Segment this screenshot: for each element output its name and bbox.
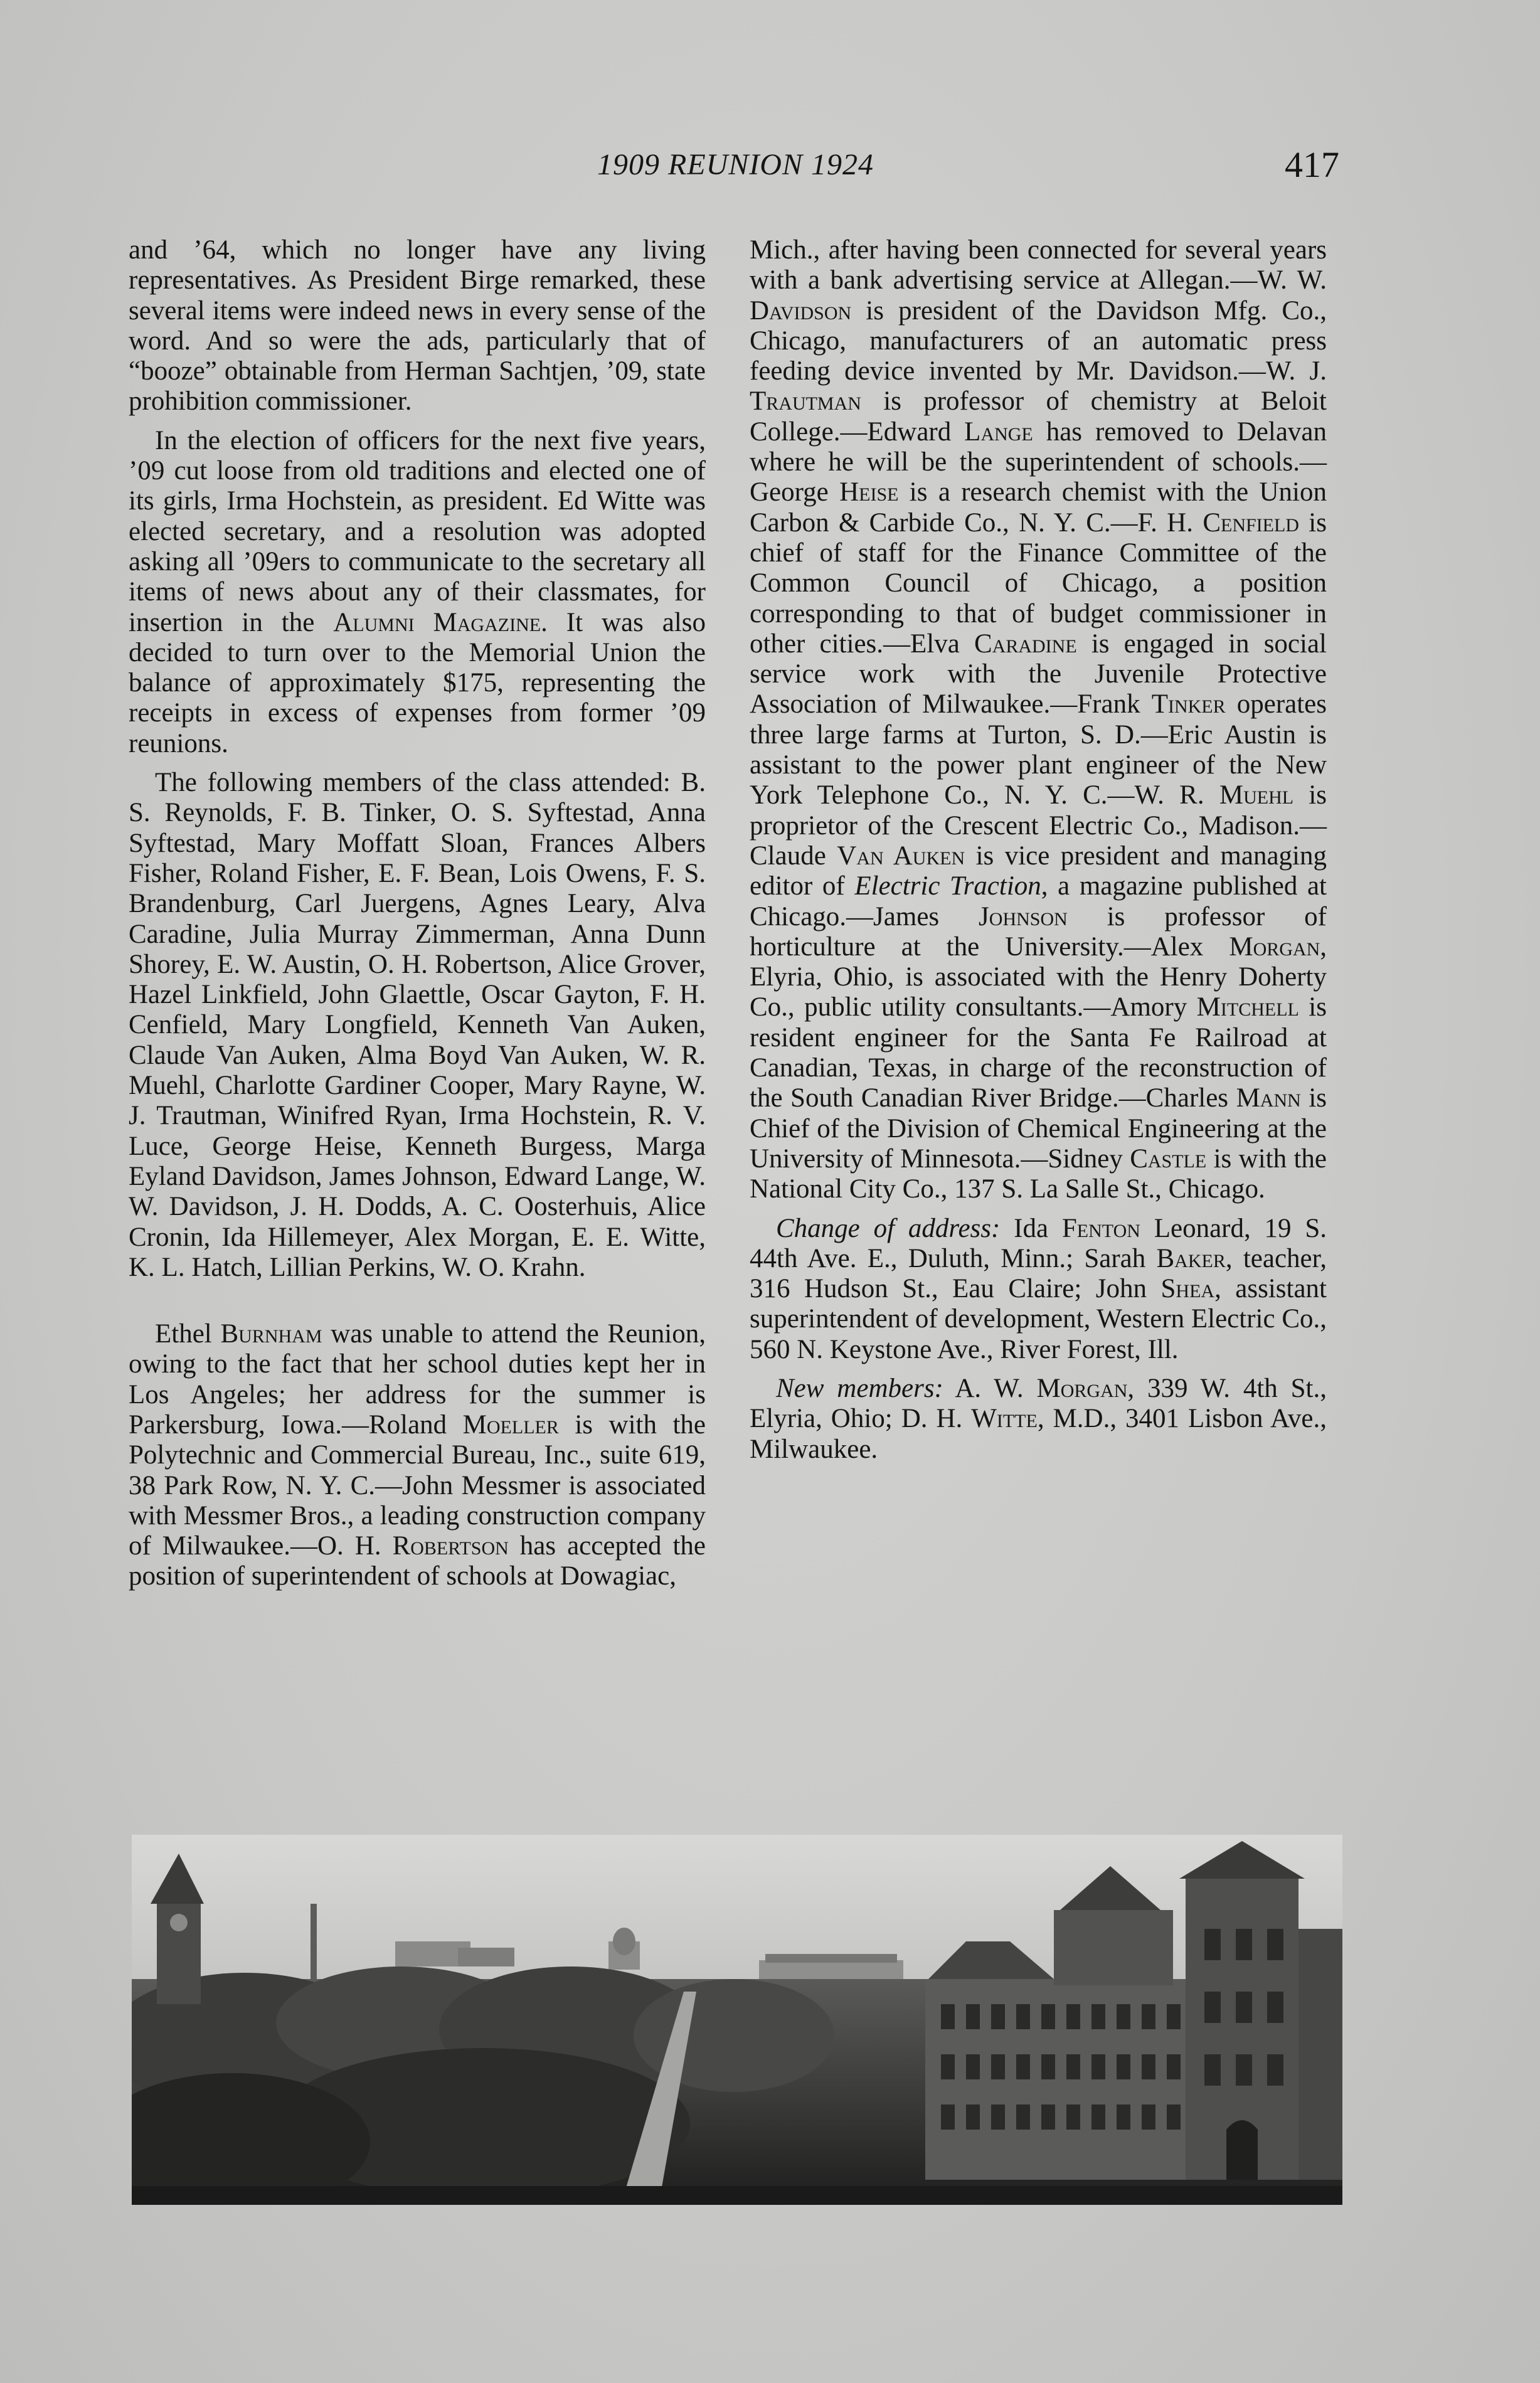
text-run: is resident engineer for the Santa Fe Railroad at Canadian, Texas, in charge of the reconstruction of the South Canadian River Bridge.—Charles [750,992,1327,1113]
text-run: Muehl [1219,780,1294,810]
text-run: Van Auken [837,841,965,871]
text-run: , assistant superintendent of development, Western Electric Co., 560 N. Keystone Ave., River Forest, Ill. [750,1274,1327,1364]
paragraph-left-2-part-a: In the election of officers for the next five years, ’09 cut loose from old traditions and elected one of its girls, Irma Hochstein, as president. Ed Witte was elected secretary, and a resolution was adopted asking all ’09ers to communicate to the secretary all items of news about any of their classmates, for insertion in the [129,425,706,637]
text-run: Lange [964,417,1033,447]
paragraph-left-2 [129,426,706,759]
text-run: Heise [839,477,899,507]
text-run: has removed to Delavan where he will be the superintendent of schools.—George [750,417,1327,507]
running-title: 1909 REUNION 1924 [597,148,874,181]
text-run: A. W. [943,1373,1037,1403]
text-run: , Elyria, Ohio, is associated with the Henry Doherty Co., public utility consultants.—Amory [750,931,1327,1022]
text-run: Robertson [392,1531,509,1561]
text-run: , 339 W. 4th St., Elyria, Ohio; D. H. [750,1373,1327,1434]
text-run: , M.D., 3401 Lisbon Ave., Milwaukee. [750,1404,1327,1464]
text-run: Electric Traction [854,871,1041,901]
text-run: Shea [1160,1274,1215,1304]
text-run: operates three large farms at Turton, S. D.—Eric Austin is assistant to the power plant engineer of the New York Telephone Co., N. Y. C.—W. R. [750,689,1327,810]
text-run: Trautman [750,386,861,417]
text-run: is a research chemist with the Union Carbon & Carbide Co., N. Y. C.—F. H. [750,477,1327,538]
text-run: Baker [1156,1243,1226,1273]
text-run: is professor of chemistry at Beloit College.—Edward [750,386,1327,447]
text-run: Morgan [1229,931,1320,962]
text-run: was unable to attend the Reunion, owing to the fact that her school duties kept her in Los Angeles; her address for the summer is Parkersburg, Iowa.—Roland [129,1319,706,1440]
magazine-name: Alumni Magazine [333,607,541,637]
text-run: is with the National City Co., 137 S. La Salle St., Chicago. [750,1144,1327,1204]
text-run: is with the Polytechnic and Commercial Bureau, Inc., suite 619, 38 Park Row, N. Y. C.—John Messmer is associated with Messmer Bros., a leading construction company of Milwaukee.—O. H. [129,1409,706,1561]
text-run: Johnson [979,901,1068,931]
page-header [132,144,1339,191]
page-number: 417 [1285,144,1339,185]
text-run: Mitchell [1196,992,1299,1022]
text-run: Morgan [1036,1373,1128,1403]
text-run: New members: [776,1373,943,1403]
text-run: is president of the Davidson Mfg. Co., Chicago, manufacturers of an automatic press feeding device invented by Mr. Davidson.—W. J. [750,295,1327,386]
text-run: is Chief of the Division of Chemical Engineering at the University of Minnesota.—Sidney [750,1083,1327,1174]
text-run: , teacher, 316 Hudson St., Eau Claire; John [750,1243,1327,1304]
text-run: Caradine [974,629,1077,659]
text-run: is chief of staff for the Finance Committee of the Common Council of Chicago, a position corresponding to that of budget commissioner in other cities.—Elva [750,507,1327,659]
text-run: is engaged in social service work with the Juvenile Protective Association of Milwaukee.—Frank [750,629,1327,719]
attendee-list-paragraph: The following members of the class attended: B. S. Reynolds, F. B. Tinker, O. S. Syftestad, Anna Syftestad, Mary Moffatt Sloan, Frances Albers Fisher, Roland Fisher, E. F. Bean, Lois Owens, F. S. Brandenburg, Carl Juergens, Agnes Leary, Alva Caradine, Julia Murray Zimmerman, Anna Dunn Shorey, E. W. Austin, O. H. Robertson, Alice Grover, Hazel Linkfield, John Glaettle, Oscar Gayton, F. H. Cenfield, Mary Longfield, Kenneth Van Auken, Claude Van Auken, Alma Boyd Van Auken, W. R. Muehl, Charlotte Gardiner Cooper, Mary Rayne, W. J. Trautman, Winifred Ryan, Irma Hochstein, R. V. Luce, George Heise, Kenneth Burgess, Marga Eyland Davidson, James Johnson, Edward Lange, W. W. Davidson, J. H. Dodds, A. C. Oosterhuis, Alice Cronin, Ida Hillemeyer, Alex Morgan, E. E. Witte, K. L. Hatch, Lillian Perkins, W. O. Krahn. [129,768,706,1282]
campus-photograph [132,1835,1342,2205]
text-run: is professor of horticulture at the University.—Alex [750,901,1327,962]
text-run: Cenfield [1203,507,1299,538]
text-run: Witte [971,1404,1038,1434]
text-run: Castle [1130,1144,1207,1174]
left-column [129,235,706,1601]
text-run: Fenton [1061,1213,1140,1243]
text-run: Davidson [750,295,852,326]
class-news-paragraph [750,235,1327,1205]
text-run: is proprietor of the Crescent Electric Co., Madison.—Claude [750,780,1327,871]
change-of-address-paragraph [750,1214,1327,1365]
text-run: Change of address: [776,1213,1001,1243]
text-run: is vice president and managing editor of [750,841,1327,901]
text-run: Tinker [1151,689,1226,719]
text-run: Ida [1000,1213,1062,1243]
text-run: Mich., after having been connected for several years with a bank advertising service at Allegan.—W. W. [750,235,1327,295]
text-run: Ethel [155,1319,221,1349]
text-run: Moeller [462,1409,559,1440]
new-members-paragraph [750,1374,1327,1465]
text-run: Burnham [220,1319,322,1349]
text-run: , a magazine published at Chicago.—James [750,871,1327,931]
paragraph-left-2-part-b: . It was also decided to turn over to the Memorial Union the balance of approximately $175, representing the receipts in excess of expenses from former ’09 reunions. [129,607,706,758]
text-run: has accepted the position of superintendent of schools at Dowagiac, [129,1531,706,1591]
right-column [750,235,1327,1473]
paragraph-left-1: and ’64, which no longer have any living representatives. As President Birge remarked, these several items were indeed news in every sense of the word. And so were the ads, particularly that of “booze” obtainable from Herman Sachtjen, ’09, state prohibition commissioner. [129,235,706,417]
paragraph-left-4 [129,1319,706,1592]
text-run: Leonard, 19 S. 44th Ave. E., Duluth, Minn.; Sarah [750,1213,1327,1273]
campus-photograph-image [132,1835,1342,2205]
text-run: Mann [1236,1083,1301,1113]
